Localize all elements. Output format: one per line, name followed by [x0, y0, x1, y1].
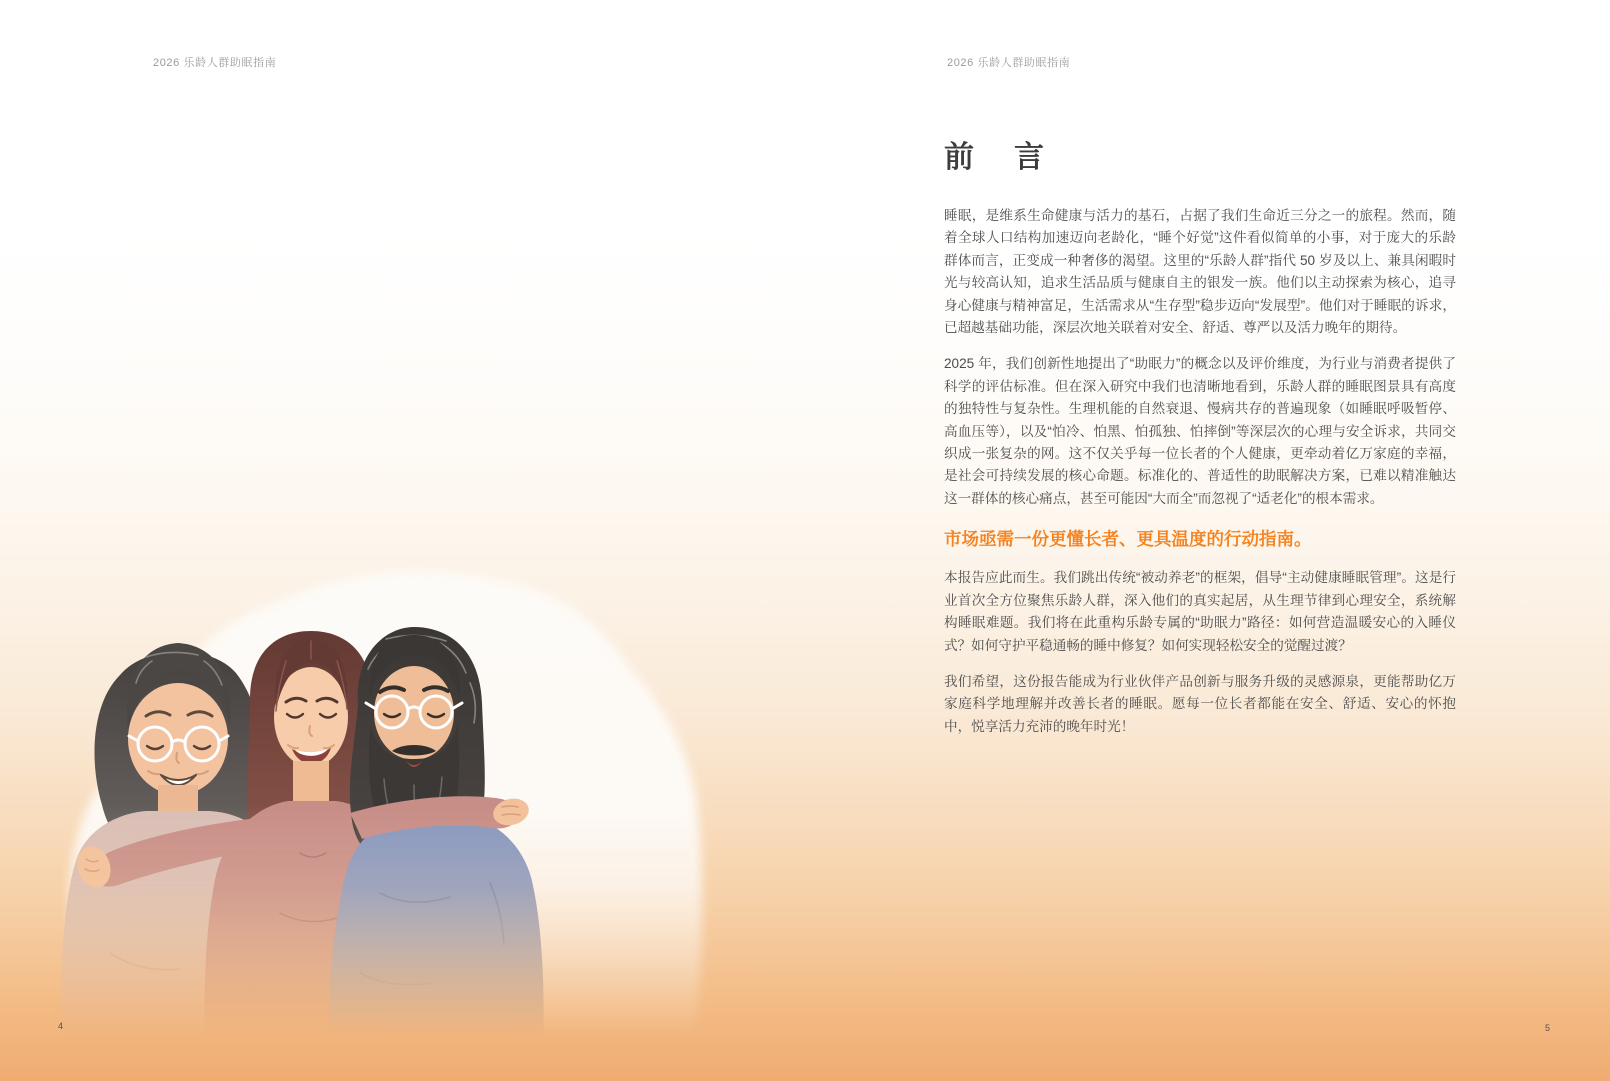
running-header: 2026 乐龄人群助眠指南 — [153, 57, 277, 69]
highlight-statement: 市场亟需一份更懂长者、更具温度的行动指南。 — [944, 529, 1312, 550]
page-title: 前 言 — [944, 141, 1049, 175]
paragraph: 睡眠，是维系生命健康与活力的基石，占据了我们生命近三分之一的旅程。然而，随着全球人口结构加速迈向老龄化，“睡个好觉”这件看似简单的小事，对于庞大的乐龄群体而言，正变成一种奢侈的渴望。这里的“乐龄人群”指代 50 岁及以上、兼具闲暇时光与较高认知，追求生活品质与健康自主的银发一族。他们以主动探索为核心，追寻身心健康与精神富足，生活需求从“生存型”稳步迈向“发展型”。他们对于睡眠的诉求，已超越基础功能，深层次地关联着对安全、舒适、尊严以及活力晚年的期待。 — [944, 208, 1456, 336]
paragraph: 2025 年，我们创新性地提出了“助眠力”的概念以及评价维度，为行业与消费者提供了科学的评估标准。但在深入研究中我们也清晰地看到，乐龄人群的睡眠图景具有高度的独特性与复杂性。生理机能的自然衰退、慢病共存的普遍现象（如睡眠呼吸暂停、高血压等），以及“怕冷、怕黑、怕孤独、怕摔倒”等深层次的心理与安全诉求，共同交织成一张复杂的网。这不仅关乎每一位长者的个人健康，更牵动着亿万家庭的幸福，是社会可持续发展的核心命题。标准化的、普适性的助眠解决方案，已难以精准触达这一群体的核心痛点，甚至可能因“大而全”而忽视了“适老化”的根本需求。 — [944, 356, 1456, 506]
paragraph: 本报告应此而生。我们跳出传统“被动养老”的框架，倡导“主动健康睡眠管理”。这是行业首次全方位聚焦乐龄人群，深入他们的真实起居，从生理节律到心理安全，系统解构睡眠难题。我们将在此重构乐龄专属的“助眠力”路径：如何营造温暖安心的入睡仪式？如何守护平稳通畅的睡中修复？如何实现轻松安全的觉醒过渡？ — [944, 570, 1456, 653]
elders-hug-illustration — [50, 553, 710, 1058]
paragraph: 我们希望，这份报告能成为行业伙伴产品创新与服务升级的灵感源泉，更能帮助亿万家庭科学地理解并改善长者的睡眠。愿每一位长者都能在安全、舒适、安心的怀抱中，悦享活力充沛的晚年时光！ — [944, 673, 1456, 734]
page-right — [805, 0, 1610, 1081]
running-header: 2026 乐龄人群助眠指南 — [947, 57, 1071, 69]
page-number: 4 — [58, 1021, 64, 1031]
foreword-body — [944, 205, 1456, 752]
elders-hug-svg — [50, 553, 710, 1058]
page-number: 5 — [1544, 1023, 1550, 1033]
